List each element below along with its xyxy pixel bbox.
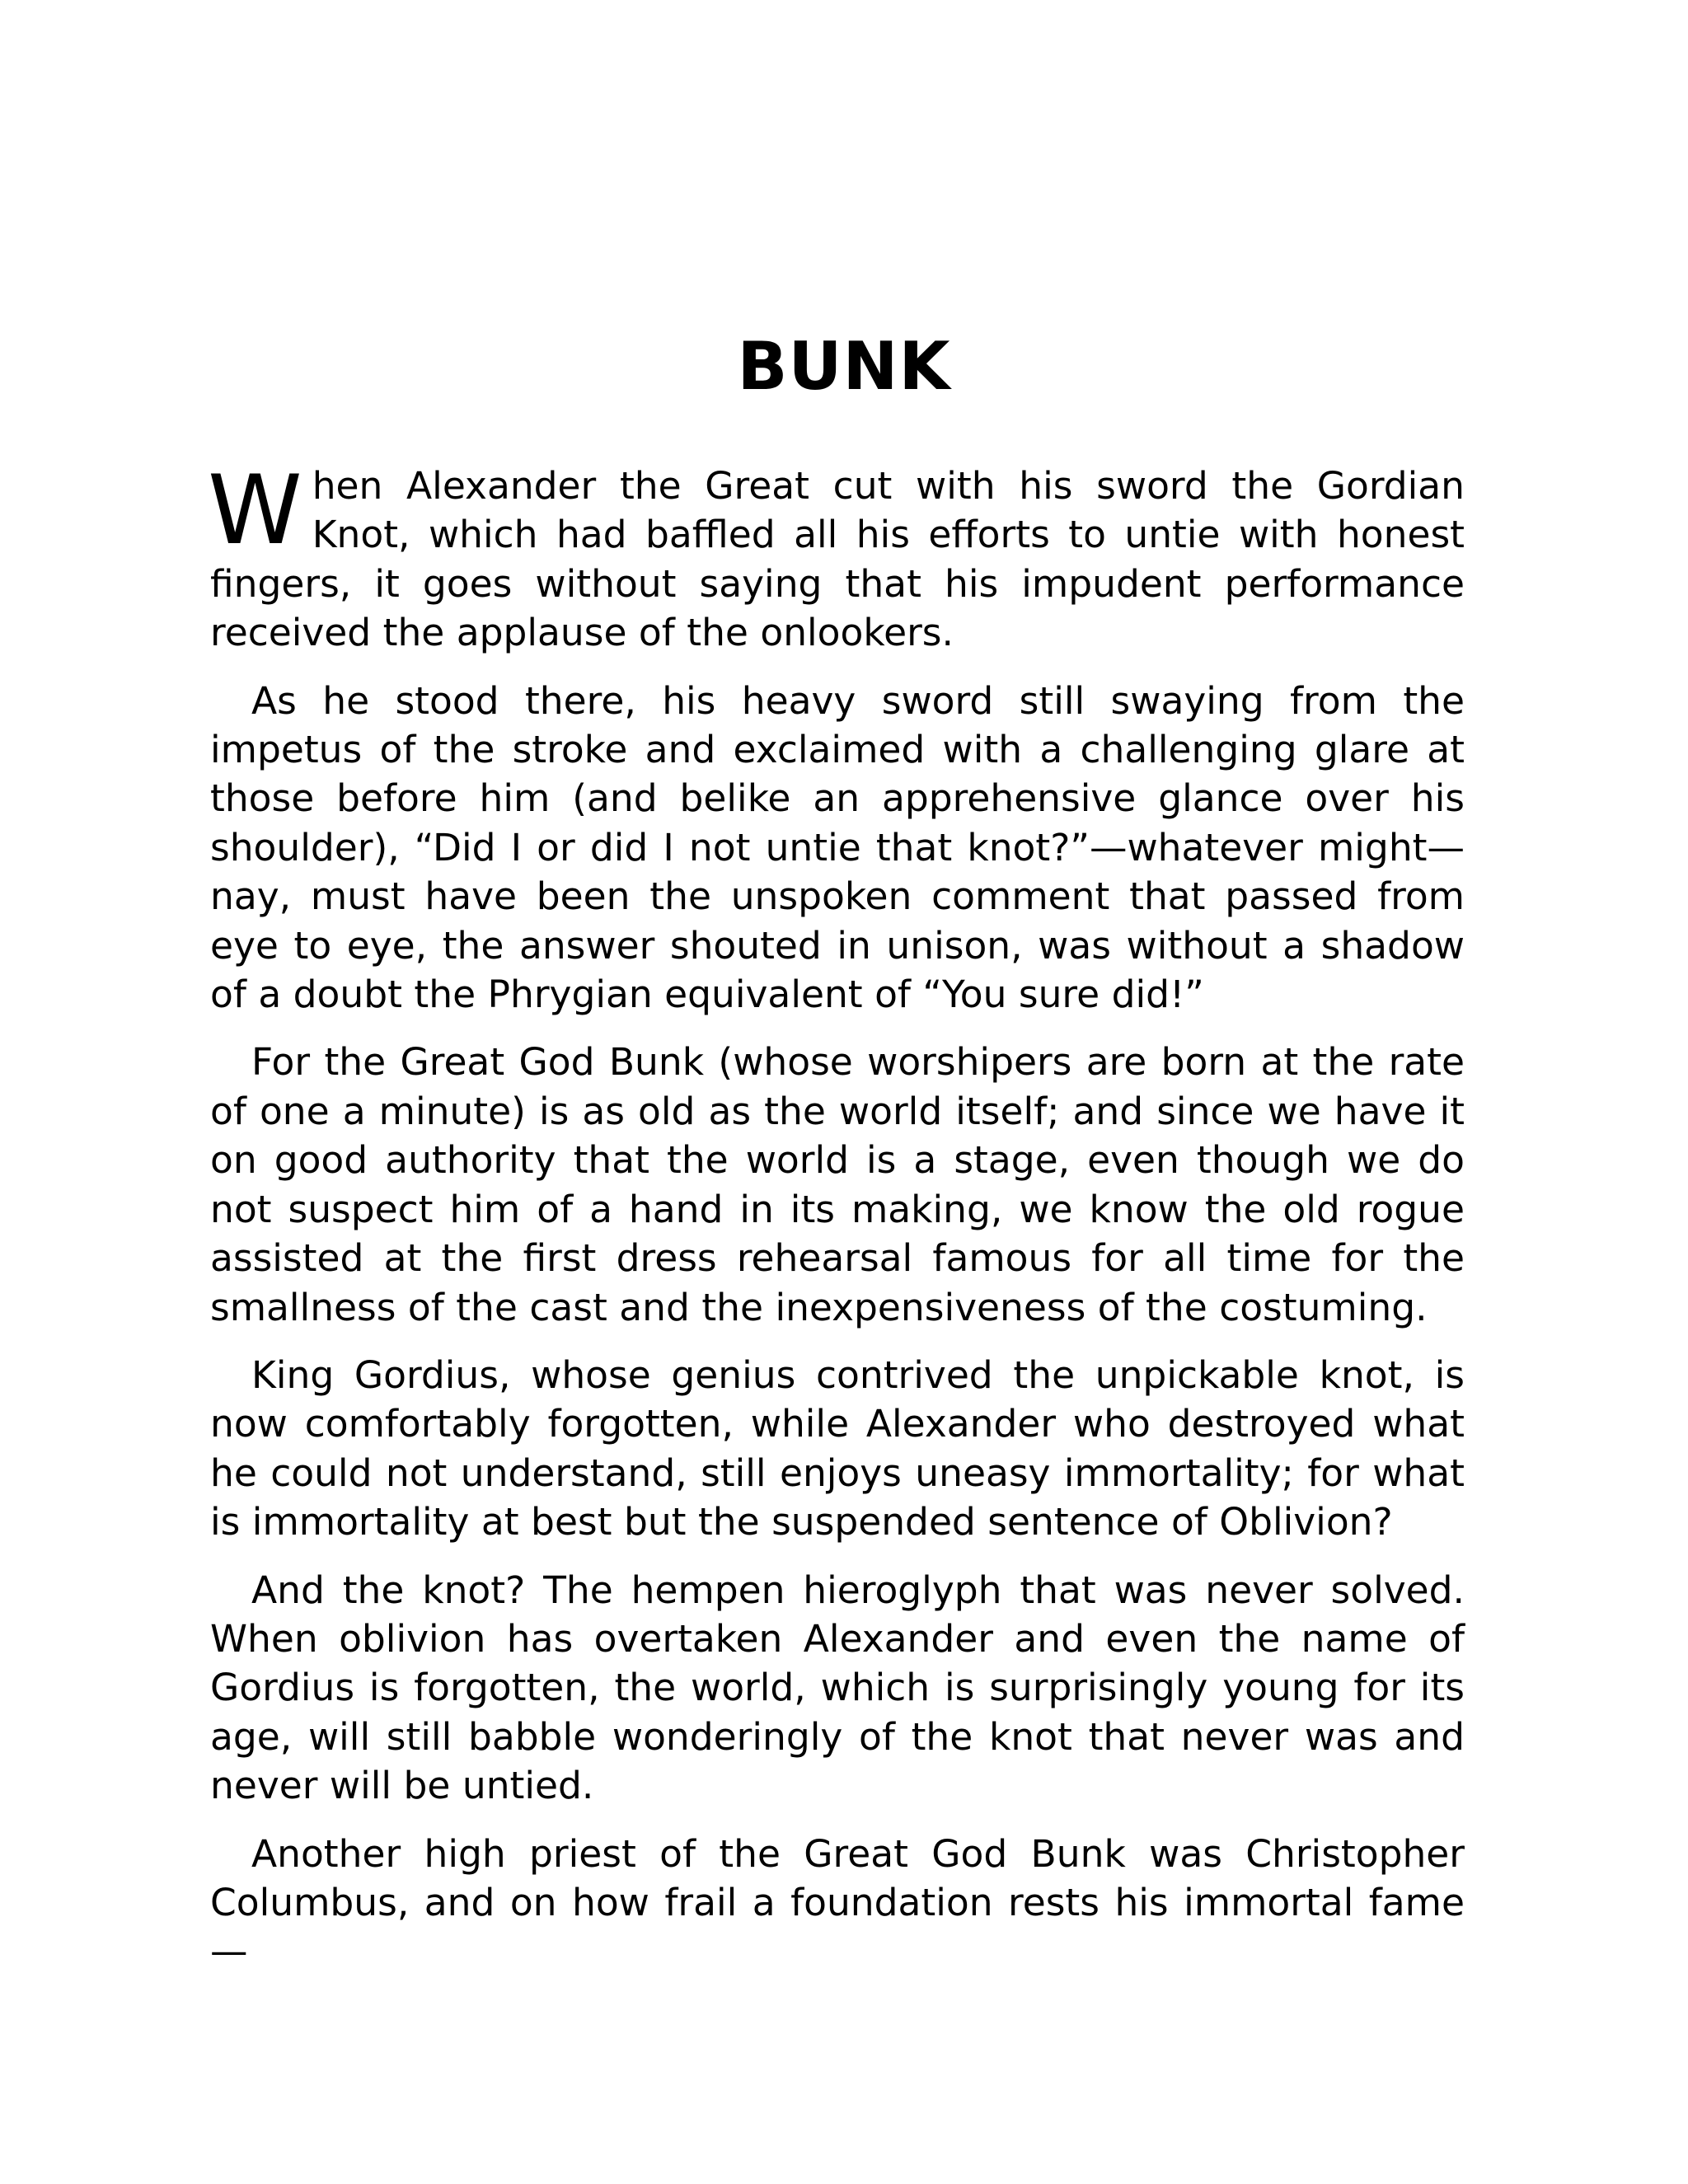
- paragraph-3: For the Great God Bunk (whose worshipers are born at the rate of one a minute) is as old as the world itself; and since we have it on good authority that the world is a stage, even though we do not suspect him of a hand in its making, we know the old rogue assisted at the first dress rehearsal famous for all time for the smallness of the cast and the inexpensiveness of the costuming.: [210, 1040, 1465, 1329]
- paragraph-5: And the knot? The hempen hieroglyph that was never solved. When oblivion has overtaken Alexander and even the name of Gordius is forgotten, the world, which is surprisingly young for its age, will still babble wonderingly of the knot that never was and never will be untied.: [210, 1568, 1465, 1808]
- drop-cap: W: [208, 455, 302, 566]
- chapter-body: [208, 455, 1465, 1995]
- paragraph-6: Another high priest of the Great God Bunk was Christopher Columbus, and on how frail a foundation rests his immortal fame—: [210, 1831, 1465, 1974]
- paragraph-1: [208, 455, 1465, 658]
- paragraph-1-text: hen Alexander the Great cut with his sword the Gordian Knot, which had baffled all his efforts to untie with honest fingers, it goes without saying that his impudent performance received the applause of the onlookers.: [210, 464, 1465, 655]
- chapter-title: BUNK: [737, 328, 951, 405]
- paragraph-2: As he stood there, his heavy sword still swaying from the impetus of the stroke and exclaimed with a challenging glare at those before him (and belike an apprehensive glance over his shoulder), “Did I or did I not untie that knot?”—whatever might—nay, must have been the unspoken comment that passed from eye to eye, the answer shouted in unison, was without a shadow of a doubt the Phrygian equivalent of “You sure did!”: [210, 678, 1465, 1017]
- paragraph-4: King Gordius, whose genius contrived the unpickable knot, is now comfortably forgotten, while Alexander who destroyed what he could not understand, still enjoys uneasy immortality; for what is immortality at best but the suspended sentence of Oblivion?: [210, 1352, 1465, 1544]
